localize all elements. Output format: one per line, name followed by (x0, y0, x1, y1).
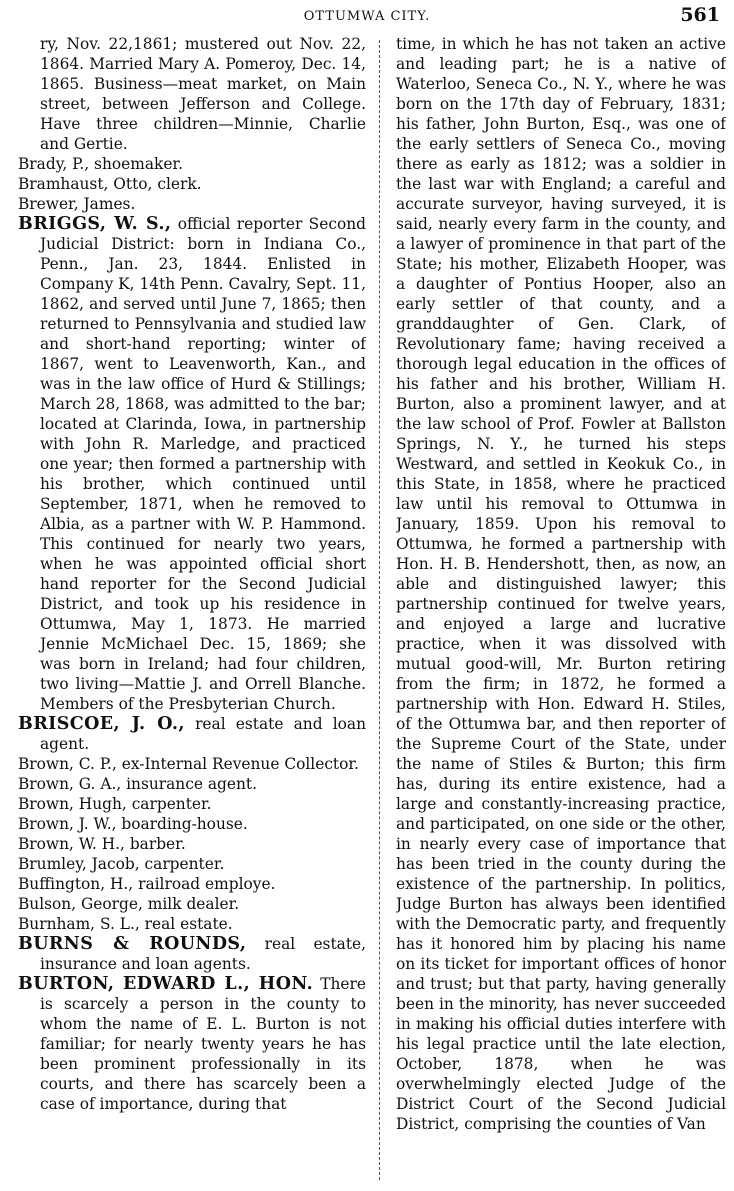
entry-name: Brown, Hugh, (18, 795, 127, 813)
entry-text: shoemaker. (89, 155, 183, 173)
right-column (396, 34, 726, 1184)
entry-name: Bramhaust, Otto, (18, 175, 153, 193)
entry-name: Brumley, Jacob, (18, 855, 140, 873)
entry-name: BRISCOE, J. O., (18, 714, 185, 734)
directory-entry-featured (18, 714, 366, 754)
entry-name: Brewer, James. (18, 195, 136, 213)
directory-entry-featured (18, 934, 366, 974)
left-column (18, 34, 366, 1184)
entry-name: BURNS & ROUNDS, (18, 934, 247, 954)
entry-name: Bulson, George, (18, 895, 143, 913)
directory-entry (18, 794, 366, 814)
running-head: OTTUMWA CITY. (303, 9, 431, 24)
directory-entry (18, 774, 366, 794)
entry-text: carpenter. (126, 795, 212, 813)
entry-continuation: ry, Nov. 22,1861; mustered out Nov. 22, 1864. Married Mary A. Pomeroy, Dec. 14, 1865. Business—meat market, on Main street, between Jefferson and College. Have three children—Minnie, Charlie and Gertie. (40, 35, 366, 153)
entry-text: official reporter Second Judicial District: born in Indiana Co., Penn., Jan. 23, 1844. Enlisted in Company K, 14th Penn. Cavalry, Sept. 11, 1862, and served until June 7, 1865; then returned to Pennsylvania and studied law and short-hand reporting; winter of 1867, went to Leavenworth, Kan., and was in the law office of Hurd & Stillings; March 28, 1868, was admitted to the bar; located at Clarinda, Iowa, in partnership with John R. Marledge, and practiced one year; then formed a partnership with his brother, which continued until September, 1871, when he removed to Albia, as a partner with W. P. Hammond. This continued for nearly two years, when he was appointed official short hand reporter for the Second Judicial District, and took up his residence in Ottumwa, May 1, 1873. He married Jennie McMichael Dec. 15, 1869; she was born in Ireland; had four children, two living—Mattie J. and Orrell Blanche. Members of the Presbyterian Church. (40, 215, 366, 713)
directory-entry (18, 174, 366, 194)
entry-name: Brown, J. W., (18, 815, 117, 833)
directory-entry (18, 854, 366, 874)
directory-entry (18, 914, 366, 934)
entry-text: milk dealer. (142, 895, 240, 913)
directory-entry (18, 814, 366, 834)
page-header (0, 4, 734, 30)
directory-entry (18, 874, 366, 894)
directory-entry (18, 894, 366, 914)
entry-text: insurance agent. (121, 775, 257, 793)
directory-entry (18, 754, 366, 774)
entry-text: barber. (124, 835, 186, 853)
directory-entry (18, 154, 366, 174)
entry-name: BRIGGS, W. S., (18, 214, 172, 234)
entry-text: ex-Internal Revenue Collector. (116, 755, 359, 773)
entry-name: Brown, G. A., (18, 775, 122, 793)
entry-name: Buffington, H., (18, 875, 134, 893)
entry-name: Brady, P., (18, 155, 90, 173)
entry-text: real estate, insurance and loan agents. (40, 935, 366, 973)
biography-continuation: time, in which he has not taken an active and leading part; he is a native of Waterloo, Seneca Co., N. Y., where he was born on the 17th day of February, 1831; his father, John Burton, Esq., was one of the early settlers of Seneca Co., moving there as early as 1812; was a soldier in the last war with England; a careful and accurate surveyor, having surveyed, it is said, nearly every farm in the county, and a lawyer of prominence in that part of the State; his mother, Elizabeth Hooper, was a daughter of Pontius Hooper, also an early settler of that county, and a granddaughter of Gen. Clark, of Revolutionary fame; having received a thorough legal education in the offices of his father and his brother, William H. Burton, also a prominent lawyer, and at the law school of Prof. Fowler at Ballston Springs, N. Y., he turned his steps Westward, and settled in Keokuk Co., in this State, in 1858, where he practiced law until his removal to Ottumwa in January, 1859. Upon his removal to Ottumwa, he formed a partnership with Hon. H. B. Hendershott, then, as now, an able and distinguished lawyer; this partnership continued for twelve years, and enjoyed a large and lucrative practice, when it was dissolved with mutual good-will, Mr. Burton retiring from the firm; in 1872, he formed a partnership with Hon. Edward H. Stiles, of the Ottumwa bar, and then reporter of the Supreme Court of the State, under the name of Stiles & Burton; this firm has, during its entire existence, had a large and constantly-increasing practice, and participated, on one side or the other, in nearly every case of importance that has been tried in the county during the existence of the partnership. In politics, Judge Burton has always been identified with the Democratic party, and frequently has it honored him by placing his name on its ticket for important offices of honor and trust; but that party, having generally been in the minority, has never succeeded in making his official duties interfere with his legal practice until the late election, October, 1878, when he was overwhelmingly elected Judge of the District Court of the Second Judicial District, comprising the counties of Van (396, 35, 726, 1133)
entry-text: clerk. (152, 175, 202, 193)
entry-text: railroad employe. (133, 875, 276, 893)
entry-name: BURTON, EDWARD L., HON. (18, 974, 314, 994)
entry-name: Brown, C. P., (18, 755, 117, 773)
directory-entry (18, 834, 366, 854)
entry-text: boarding-house. (116, 815, 248, 833)
directory-entry-featured (18, 214, 366, 714)
entry-text: real estate. (139, 915, 233, 933)
page-number: 561 (680, 4, 720, 26)
entry-name: Burnham, S. L., (18, 915, 140, 933)
column-divider (379, 40, 380, 1180)
entry-text: real estate and loan agent. (40, 715, 366, 753)
entry-text: There is scarcely a person in the county to whom the name of E. L. Burton is not familiar; for nearly twenty years he has been prominent professionally in its courts, and there has scarcely been a case of importance, during that (40, 975, 366, 1113)
directory-entry-featured (18, 974, 366, 1114)
entry-name: Brown, W. H., (18, 835, 125, 853)
directory-entry (18, 194, 366, 214)
entry-text: carpenter. (139, 855, 225, 873)
